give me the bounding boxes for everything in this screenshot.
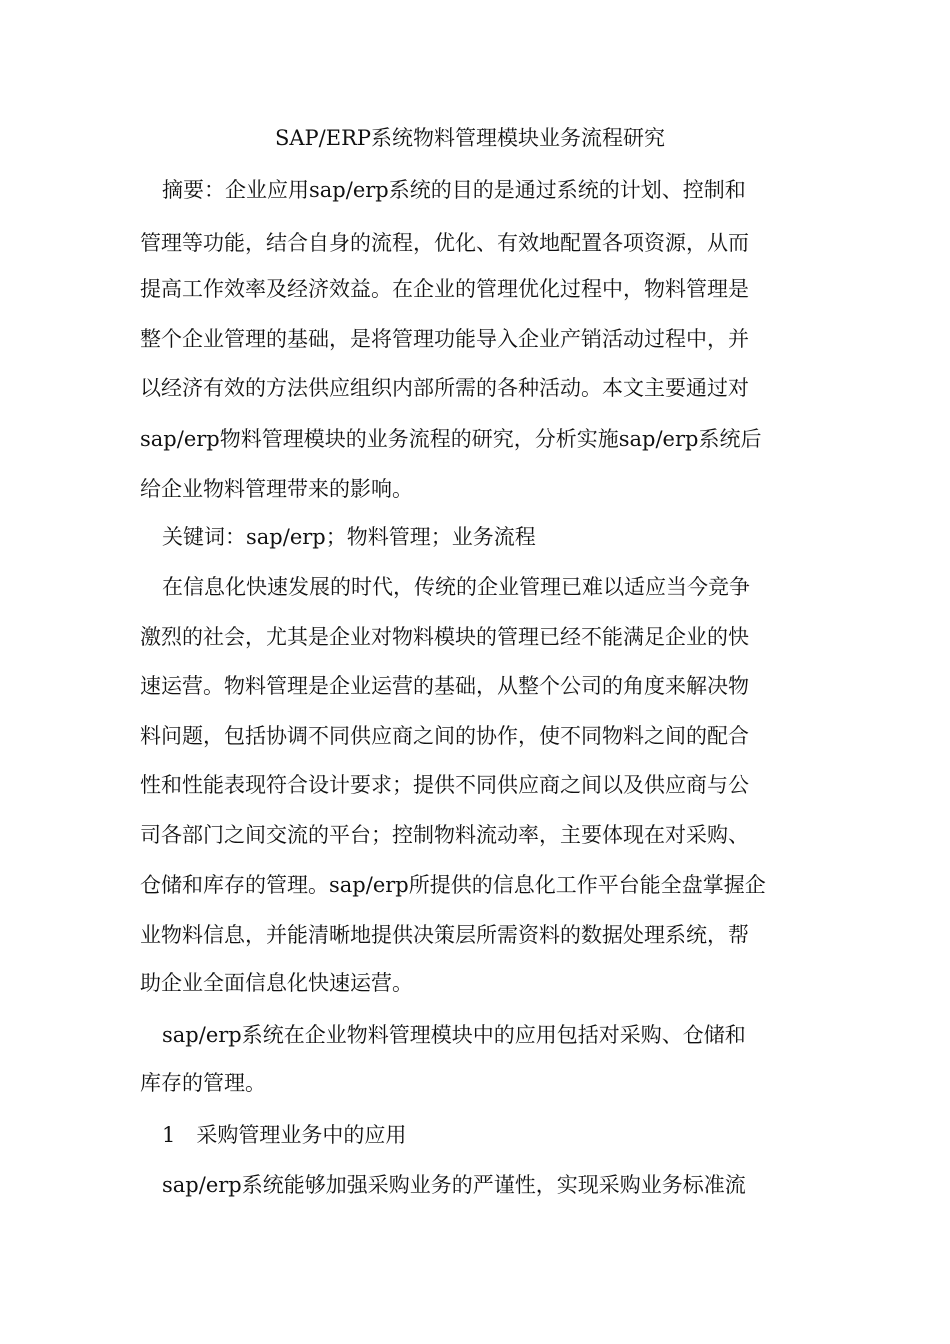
abstract-line: 管理等功能，结合自身的流程，优化、有效地配置各项资源，从而 (140, 231, 749, 255)
body-line: 司各部门之间交流的平台；控制物料流动率，主要体现在对采购、 (140, 823, 749, 847)
body-line: 仓储和库存的管理。sap/erp所提供的信息化工作平台能全盘掌握企 (140, 873, 766, 897)
body-line: sap/erp系统在企业物料管理模块中的应用包括对采购、仓储和 (162, 1023, 746, 1047)
abstract-line: 以经济有效的方法供应组织内部所需的各种活动。本文主要通过对 (140, 376, 749, 400)
abstract-line: sap/erp物料管理模块的业务流程的研究，分析实施sap/erp系统后 (140, 427, 762, 451)
body-line: 业物料信息，并能清晰地提供决策层所需资料的数据处理系统，帮 (140, 923, 749, 947)
keywords-line: 关键词：sap/erp；物料管理；业务流程 (162, 525, 536, 549)
section-heading: 1 采购管理业务中的应用 (162, 1123, 407, 1147)
abstract-line: 整个企业管理的基础，是将管理功能导入企业产销活动过程中，并 (140, 327, 749, 351)
body-line: sap/erp系统能够加强采购业务的严谨性，实现采购业务标准流 (162, 1173, 746, 1197)
body-line: 料问题，包括协调不同供应商之间的协作，使不同物料之间的配合 (140, 724, 749, 748)
document-title: SAP/ERP系统物料管理模块业务流程研究 (274, 126, 666, 150)
body-line: 库存的管理。 (140, 1071, 266, 1095)
body-line: 性和性能表现符合设计要求；提供不同供应商之间以及供应商与公 (140, 773, 749, 797)
body-line: 激烈的社会，尤其是企业对物料模块的管理已经不能满足企业的快 (140, 625, 749, 649)
abstract-line: 提高工作效率及经济效益。在企业的管理优化过程中，物料管理是 (140, 277, 749, 301)
body-line: 助企业全面信息化快速运营。 (140, 971, 413, 995)
abstract-line: 摘要：企业应用sap/erp系统的目的是通过系统的计划、控制和 (162, 178, 746, 202)
body-line: 速运营。物料管理是企业运营的基础，从整个公司的角度来解决物 (140, 674, 749, 698)
body-line: 在信息化快速发展的时代，传统的企业管理已难以适应当今竞争 (162, 575, 750, 599)
abstract-line: 给企业物料管理带来的影响。 (140, 477, 413, 501)
